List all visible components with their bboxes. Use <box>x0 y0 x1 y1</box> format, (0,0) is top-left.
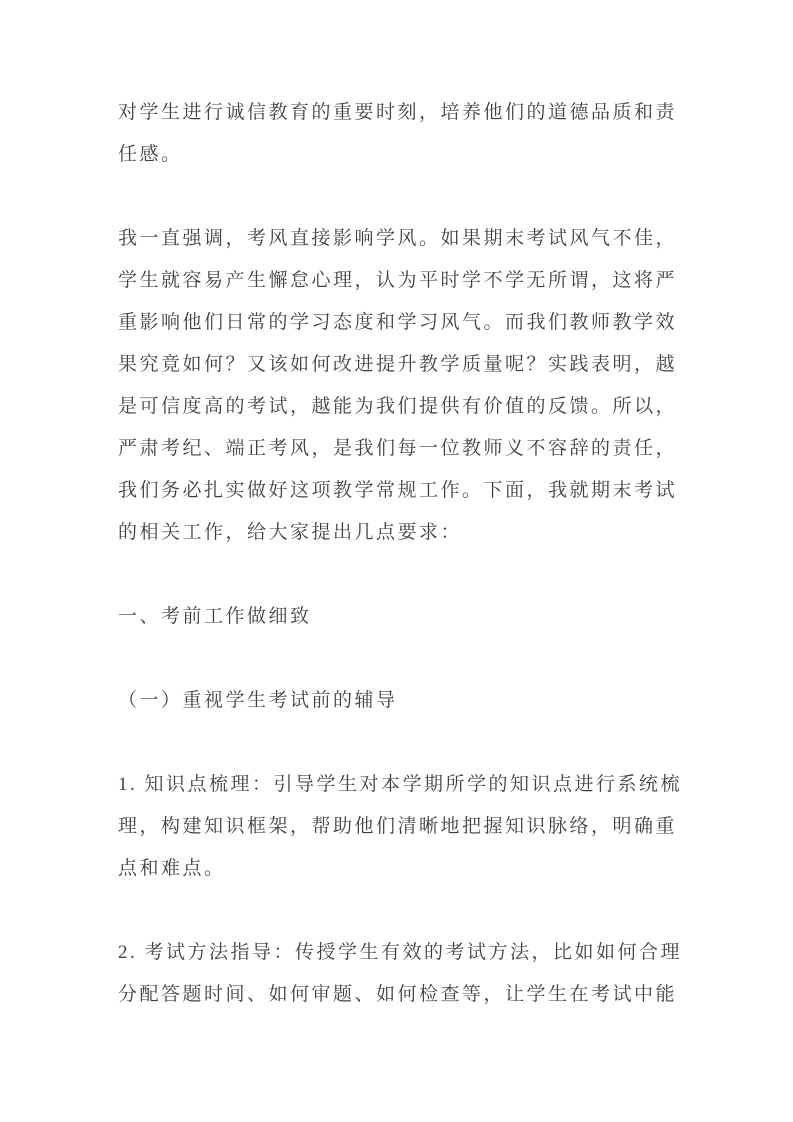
section-heading-pre-exam-work: 一、考前工作做细致 <box>118 606 312 627</box>
document-body <box>118 92 690 1016</box>
numbered-item-exam-method-guidance: 2. 考试方法指导：传授学生有效的考试方法，比如如何合理分配答题时间、如何审题、如何检查等，让学生在考试中能 <box>118 942 683 1005</box>
paragraph-exam-discipline: 我一直强调，考风直接影响学风。如果期末考试风气不佳，学生就容易产生懈怠心理，认为平时学不学无所谓，这将严重影响他们日常的学习态度和学习风气。而我们教师教学效果究竟如何？又该如何改进提升教学质量呢？实践表明，越是可信度高的考试，越能为我们提供有价值的反馈。所以，严肃考纪、端正考风，是我们每一位教师义不容辞的责任，我们务必扎实做好这项教学常规工作。下面，我就期末考试的相关工作，给大家提出几点要求： <box>118 228 678 543</box>
paragraph-intro-continuation: 对学生进行诚信教育的重要时刻，培养他们的道德品质和责任感。 <box>118 102 678 165</box>
subsection-heading-pre-exam-tutoring: （一）重视学生考试前的辅导 <box>118 690 398 711</box>
numbered-item-knowledge-review: 1. 知识点梳理：引导学生对本学期所学的知识点进行系统梳理，构建知识框架，帮助他们清晰地把握知识脉络，明确重点和难点。 <box>118 774 683 879</box>
